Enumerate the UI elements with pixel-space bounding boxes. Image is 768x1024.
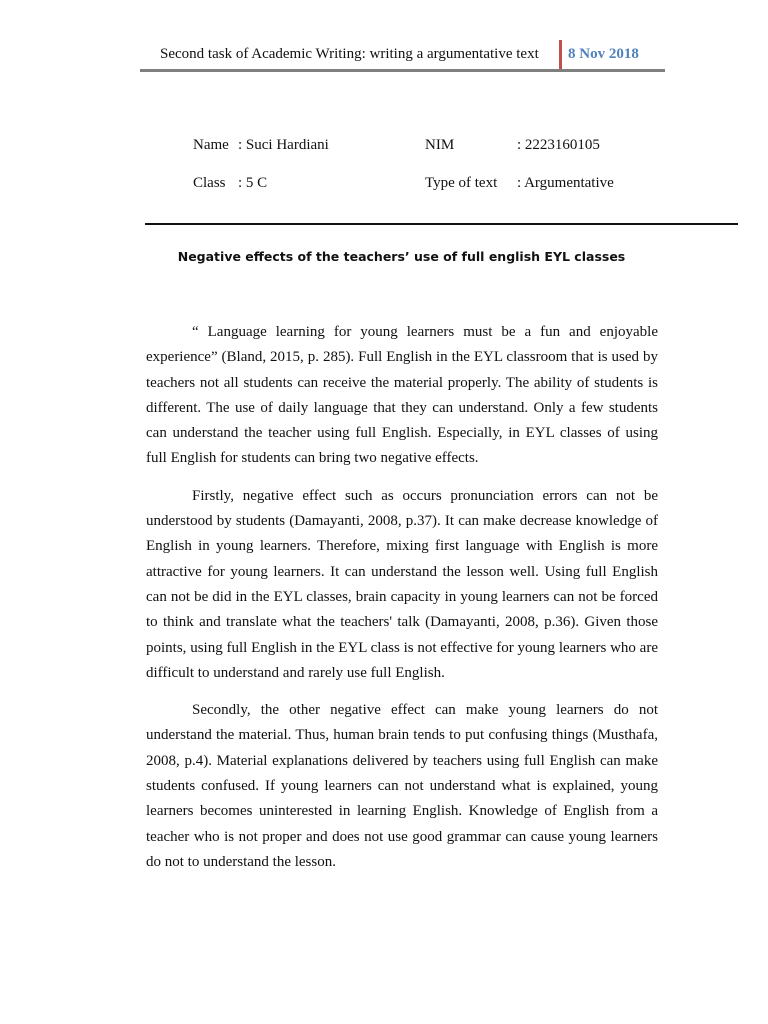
- class-label: Class: [193, 175, 226, 191]
- info-divider: [145, 223, 738, 225]
- header-title: Second task of Academic Writing: writing a argumentative text: [160, 46, 539, 62]
- type-label: Type of text: [425, 175, 498, 191]
- header-date: 8 Nov 2018: [568, 46, 639, 62]
- header-separator: [559, 40, 562, 72]
- name-value: : Suci Hardiani: [238, 137, 329, 153]
- type-value: : Argumentative: [517, 175, 614, 191]
- class-value: : 5 C: [238, 175, 268, 191]
- paragraph: Firstly, negative effect such as occurs pronunciation errors can not be understood by students (Damayanti, 2008, p.37). It can make decrease knowledge of English in young learners. Therefore, mixing first language with English is more attractive for young learners. It can understand the lesson well. Using full English can not be did in the EYL classes, brain capacity in young learners can not be forced to think and translate what the teachers' talk (Damayanti, 2008, p.36). Given those points, using full English in the EYL class is not effective for young learners who are difficult to understand and rarely use full English.: [146, 487, 658, 681]
- header-rule: [140, 69, 665, 72]
- nim-label: NIM: [425, 137, 455, 153]
- page-header: [140, 40, 664, 70]
- nim-value: : 2223160105: [517, 137, 600, 153]
- paragraph: “ Language learning for young learners must be a fun and enjoyable experience” (Bland, 2015, p. 285). Full English in the EYL classroom that is used by teachers not all students can receive the material properly. The ability of students is different. The use of daily language that they can understand. Only a few students can understand the teacher using full English. Especially, in EYL classes of using full English for students can bring two negative effects.: [146, 324, 658, 467]
- document-body: [146, 320, 658, 887]
- document-title: Negative effects of the teachers’ use of full english EYL classes: [177, 249, 626, 264]
- name-label: Name: [193, 137, 229, 153]
- paragraph: Secondly, the other negative effect can make young learners do not understand the material. Thus, human brain tends to put confusing things (Musthafa, 2008, p.4). Material explanations delivered by teachers using full English can make students confused. If young learners can not understand what is explained, young learners becomes uninterested in learning English. Knowledge of English from a teacher who is not proper and does not use good grammar can cause young learners do not to understand the lesson.: [146, 702, 658, 870]
